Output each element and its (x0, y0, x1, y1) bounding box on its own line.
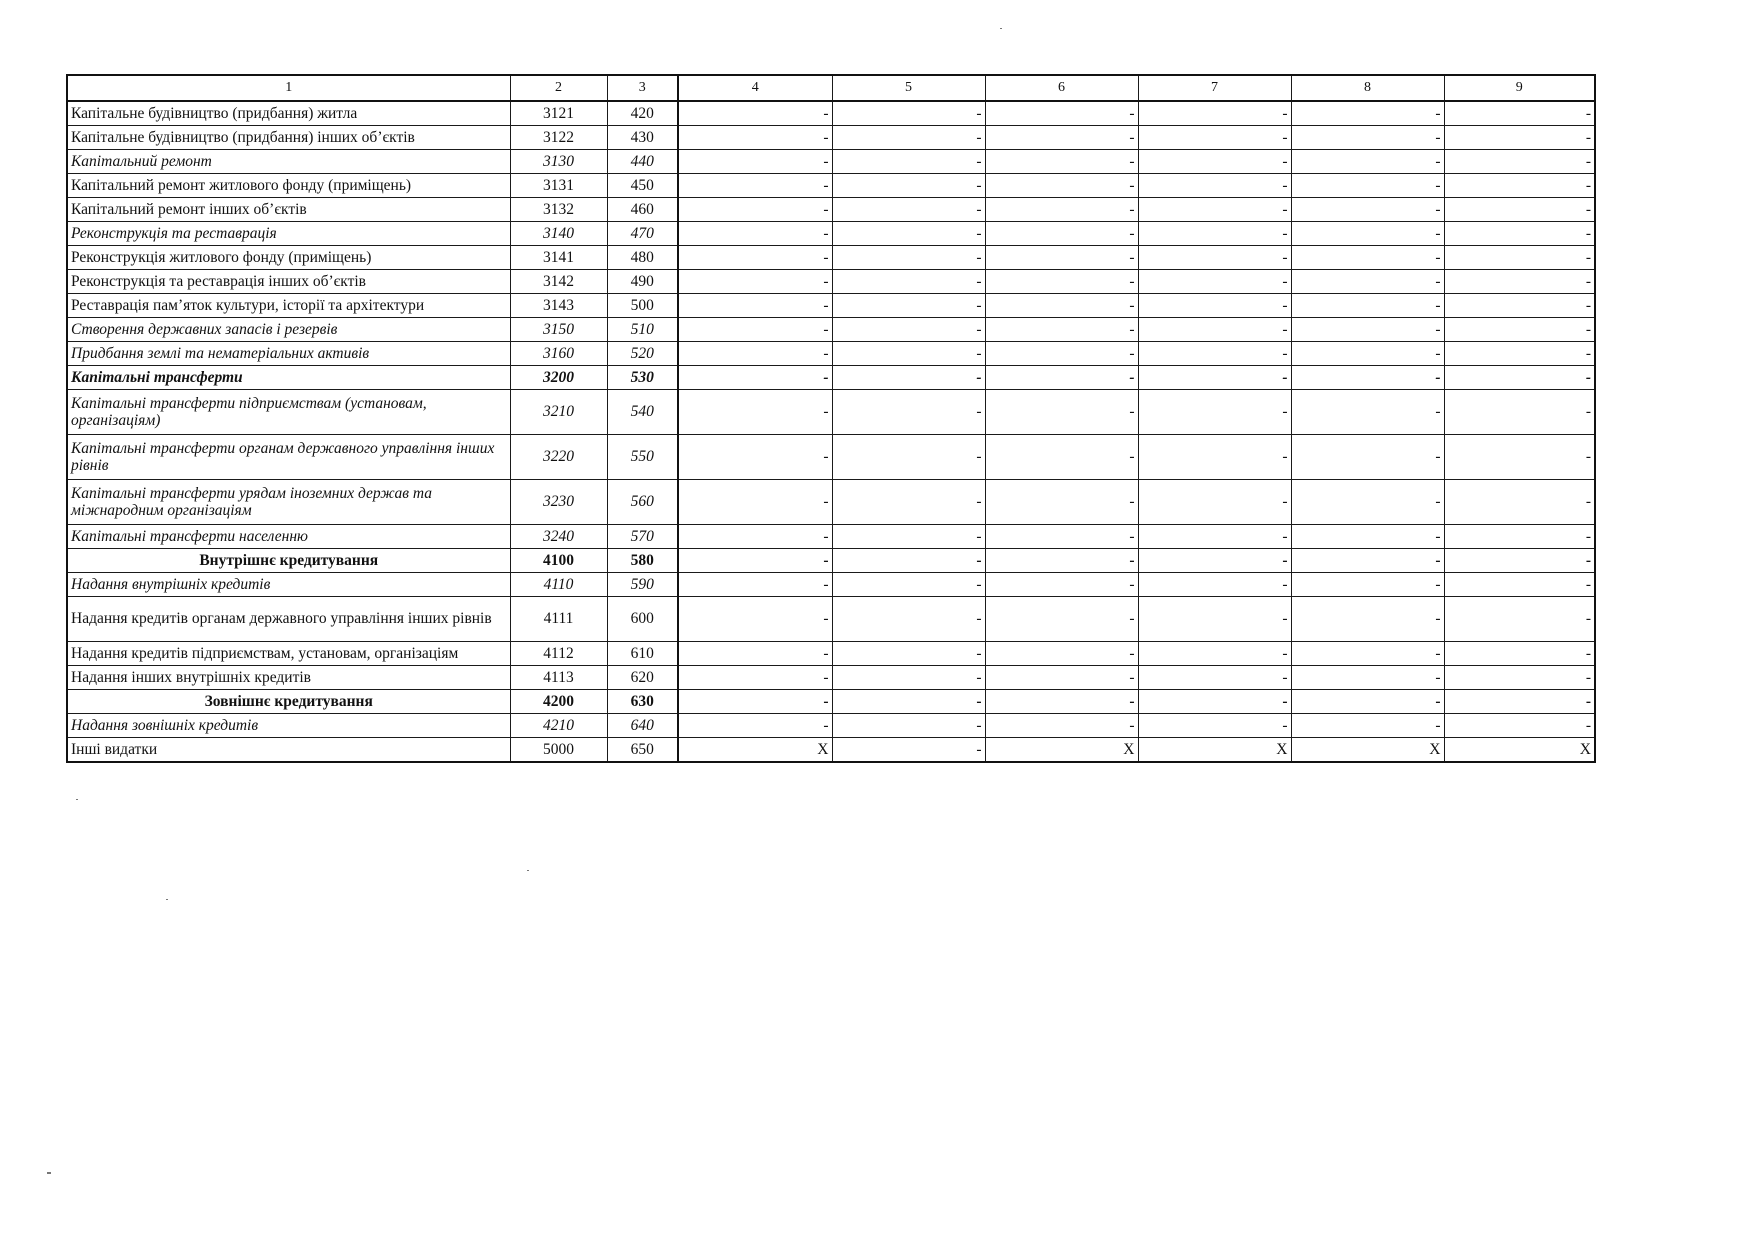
row-value-cell: - (1138, 126, 1291, 150)
row-value-cell: - (1444, 690, 1595, 714)
row-line-cell: 520 (607, 342, 678, 366)
row-code-cell: 3150 (510, 318, 607, 342)
row-value-cell: - (832, 549, 985, 573)
row-value-cell: - (1444, 270, 1595, 294)
row-value-cell: - (1291, 150, 1444, 174)
row-value-cell: - (1444, 435, 1595, 480)
row-value-cell: - (832, 390, 985, 435)
row-value-cell: - (678, 666, 832, 690)
row-value-cell: - (1444, 126, 1595, 150)
row-name-cell: Капітальні трансферти урядам іноземних держав та міжнародним організаціям (67, 480, 510, 525)
row-name-cell: Надання інших внутрішніх кредитів (67, 666, 510, 690)
row-name-cell: Інші видатки (67, 738, 510, 763)
row-value-cell: - (832, 222, 985, 246)
header-cell: 9 (1444, 75, 1595, 101)
row-line-cell: 570 (607, 525, 678, 549)
row-value-cell: - (985, 270, 1138, 294)
row-name-cell: Капітальні трансферти органам державного управління інших рівнів (67, 435, 510, 480)
row-code-cell: 3132 (510, 198, 607, 222)
row-value-cell: - (1444, 480, 1595, 525)
row-value-cell: - (1444, 549, 1595, 573)
row-value-cell: - (1444, 246, 1595, 270)
row-value-cell: - (1291, 480, 1444, 525)
row-value-cell: - (1444, 525, 1595, 549)
row-value-cell: - (1138, 270, 1291, 294)
row-value-cell: - (985, 714, 1138, 738)
row-value-cell: - (832, 150, 985, 174)
row-name-cell: Капітальні трансферти (67, 366, 510, 390)
row-value-cell: - (1291, 198, 1444, 222)
table-row (67, 549, 1595, 573)
row-value-cell: - (1291, 549, 1444, 573)
row-value-cell: - (678, 318, 832, 342)
row-code-cell: 5000 (510, 738, 607, 763)
scan-speck (1000, 28, 1002, 29)
row-value-cell: - (985, 150, 1138, 174)
expenditure-table (66, 74, 1596, 763)
row-line-cell: 460 (607, 198, 678, 222)
row-value-cell: - (678, 690, 832, 714)
row-value-cell: - (678, 573, 832, 597)
row-value-cell: - (1138, 642, 1291, 666)
table-row (67, 150, 1595, 174)
row-value-cell: - (678, 101, 832, 126)
table-row (67, 573, 1595, 597)
row-value-cell: - (1138, 198, 1291, 222)
row-value-cell: - (832, 342, 985, 366)
row-name-cell: Надання внутрішніх кредитів (67, 573, 510, 597)
row-code-cell: 4200 (510, 690, 607, 714)
row-value-cell: - (678, 222, 832, 246)
row-value-cell: - (1138, 573, 1291, 597)
row-value-cell: - (1291, 101, 1444, 126)
row-value-cell: - (1291, 390, 1444, 435)
row-value-cell: - (1291, 246, 1444, 270)
table-row (67, 480, 1595, 525)
row-value-cell: - (1444, 198, 1595, 222)
row-value-cell: - (678, 198, 832, 222)
row-name-cell: Капітальне будівництво (придбання) інших об’єктів (67, 126, 510, 150)
row-value-cell: - (1444, 174, 1595, 198)
row-value-cell: - (1138, 597, 1291, 642)
row-value-cell: - (985, 597, 1138, 642)
header-cell: 8 (1291, 75, 1444, 101)
row-value-cell: - (1138, 390, 1291, 435)
row-value-cell: - (832, 597, 985, 642)
row-value-cell: - (678, 714, 832, 738)
row-code-cell: 4113 (510, 666, 607, 690)
row-value-cell: - (832, 642, 985, 666)
table-row (67, 318, 1595, 342)
row-name-cell: Капітальні трансферти населенню (67, 525, 510, 549)
row-code-cell: 4210 (510, 714, 607, 738)
row-value-cell: - (1138, 294, 1291, 318)
scan-speck (47, 1172, 51, 1174)
row-value-cell: - (832, 366, 985, 390)
row-code-cell: 3130 (510, 150, 607, 174)
row-value-cell: - (832, 435, 985, 480)
row-value-cell: - (1444, 222, 1595, 246)
row-line-cell: 640 (607, 714, 678, 738)
row-code-cell: 3220 (510, 435, 607, 480)
row-value-cell: - (1138, 690, 1291, 714)
row-value-cell: - (1291, 690, 1444, 714)
row-value-cell: - (985, 246, 1138, 270)
row-code-cell: 3230 (510, 480, 607, 525)
row-value-cell: - (1138, 480, 1291, 525)
row-line-cell: 630 (607, 690, 678, 714)
row-value-cell: - (985, 390, 1138, 435)
row-value-cell: - (678, 525, 832, 549)
row-code-cell: 4111 (510, 597, 607, 642)
row-value-cell: - (1291, 525, 1444, 549)
row-code-cell: 3210 (510, 390, 607, 435)
row-value-cell: - (985, 573, 1138, 597)
row-code-cell: 4112 (510, 642, 607, 666)
table-row (67, 666, 1595, 690)
row-name-cell: Капітальний ремонт житлового фонду (приміщень) (67, 174, 510, 198)
row-value-cell: - (832, 294, 985, 318)
row-value-cell: X (1291, 738, 1444, 763)
row-line-cell: 470 (607, 222, 678, 246)
row-value-cell: - (985, 435, 1138, 480)
row-value-cell: - (985, 549, 1138, 573)
table-row (67, 366, 1595, 390)
row-line-cell: 510 (607, 318, 678, 342)
row-value-cell: - (1444, 390, 1595, 435)
row-value-cell: - (832, 101, 985, 126)
row-name-cell: Капітальне будівництво (придбання) житла (67, 101, 510, 126)
row-value-cell: - (678, 126, 832, 150)
row-value-cell: - (985, 666, 1138, 690)
row-value-cell: - (832, 126, 985, 150)
row-value-cell: - (678, 150, 832, 174)
row-value-cell: - (1444, 318, 1595, 342)
row-value-cell: - (832, 666, 985, 690)
row-value-cell: - (1138, 714, 1291, 738)
row-name-cell: Створення державних запасів і резервів (67, 318, 510, 342)
row-code-cell: 3122 (510, 126, 607, 150)
row-line-cell: 610 (607, 642, 678, 666)
table-row (67, 342, 1595, 366)
row-value-cell: - (1291, 126, 1444, 150)
row-value-cell: - (985, 198, 1138, 222)
row-value-cell: - (1291, 270, 1444, 294)
row-value-cell: - (985, 525, 1138, 549)
row-value-cell: - (1138, 222, 1291, 246)
row-name-cell: Внутрішнє кредитування (67, 549, 510, 573)
row-value-cell: - (1291, 714, 1444, 738)
row-code-cell: 3141 (510, 246, 607, 270)
table-row (67, 714, 1595, 738)
row-value-cell: - (1444, 642, 1595, 666)
row-value-cell: - (1291, 222, 1444, 246)
row-line-cell: 440 (607, 150, 678, 174)
header-cell: 2 (510, 75, 607, 101)
row-value-cell: - (1444, 573, 1595, 597)
row-value-cell: - (1444, 597, 1595, 642)
table-row (67, 222, 1595, 246)
row-value-cell: - (1444, 294, 1595, 318)
table-row (67, 294, 1595, 318)
row-value-cell: - (832, 480, 985, 525)
table-row (67, 642, 1595, 666)
row-value-cell: - (832, 525, 985, 549)
header-cell: 6 (985, 75, 1138, 101)
row-value-cell: - (1444, 150, 1595, 174)
row-value-cell: - (678, 270, 832, 294)
row-name-cell: Придбання землі та нематеріальних активів (67, 342, 510, 366)
row-value-cell: - (1291, 174, 1444, 198)
row-name-cell: Реконструкція житлового фонду (приміщень) (67, 246, 510, 270)
row-code-cell: 3240 (510, 525, 607, 549)
row-line-cell: 560 (607, 480, 678, 525)
row-value-cell: - (832, 174, 985, 198)
row-value-cell: - (678, 366, 832, 390)
table-row (67, 126, 1595, 150)
header-cell: 7 (1138, 75, 1291, 101)
row-value-cell: - (1138, 342, 1291, 366)
row-value-cell: - (1138, 246, 1291, 270)
row-value-cell: - (985, 642, 1138, 666)
row-value-cell: - (1444, 366, 1595, 390)
row-value-cell: - (1138, 549, 1291, 573)
row-value-cell: - (1291, 666, 1444, 690)
row-value-cell: X (1444, 738, 1595, 763)
row-value-cell: - (832, 573, 985, 597)
row-name-cell: Надання кредитів органам державного управління інших рівнів (67, 597, 510, 642)
row-code-cell: 3160 (510, 342, 607, 366)
row-code-cell: 4110 (510, 573, 607, 597)
row-value-cell: - (832, 738, 985, 763)
row-line-cell: 600 (607, 597, 678, 642)
row-value-cell: - (985, 342, 1138, 366)
row-value-cell: - (1291, 318, 1444, 342)
row-value-cell: - (678, 435, 832, 480)
row-value-cell: - (1138, 101, 1291, 126)
row-value-cell: - (1444, 342, 1595, 366)
row-value-cell: - (832, 270, 985, 294)
row-name-cell: Реконструкція та реставрація (67, 222, 510, 246)
row-value-cell: - (1291, 342, 1444, 366)
row-value-cell: - (1444, 101, 1595, 126)
row-value-cell: - (1291, 573, 1444, 597)
report-sheet (66, 74, 1594, 763)
row-name-cell: Зовнішнє кредитування (67, 690, 510, 714)
row-value-cell: - (985, 174, 1138, 198)
row-value-cell: - (1138, 435, 1291, 480)
row-code-cell: 3140 (510, 222, 607, 246)
row-value-cell: - (678, 390, 832, 435)
row-name-cell: Надання зовнішніх кредитів (67, 714, 510, 738)
row-line-cell: 540 (607, 390, 678, 435)
row-value-cell: - (1138, 318, 1291, 342)
row-code-cell: 3200 (510, 366, 607, 390)
row-value-cell: - (678, 642, 832, 666)
row-name-cell: Надання кредитів підприємствам, установам, організаціям (67, 642, 510, 666)
table-row (67, 738, 1595, 763)
row-value-cell: X (985, 738, 1138, 763)
header-row (67, 75, 1595, 101)
row-line-cell: 430 (607, 126, 678, 150)
row-line-cell: 550 (607, 435, 678, 480)
row-line-cell: 490 (607, 270, 678, 294)
row-value-cell: - (1444, 714, 1595, 738)
row-value-cell: - (1138, 666, 1291, 690)
row-value-cell: - (985, 318, 1138, 342)
row-line-cell: 450 (607, 174, 678, 198)
row-line-cell: 590 (607, 573, 678, 597)
row-value-cell: - (985, 294, 1138, 318)
header-cell: 3 (607, 75, 678, 101)
row-value-cell: - (985, 366, 1138, 390)
table-row (67, 198, 1595, 222)
row-value-cell: - (832, 246, 985, 270)
row-value-cell: X (678, 738, 832, 763)
row-value-cell: - (985, 480, 1138, 525)
row-line-cell: 530 (607, 366, 678, 390)
row-line-cell: 500 (607, 294, 678, 318)
row-line-cell: 620 (607, 666, 678, 690)
row-line-cell: 580 (607, 549, 678, 573)
table-row (67, 270, 1595, 294)
row-value-cell: - (1291, 597, 1444, 642)
table-row (67, 174, 1595, 198)
row-code-cell: 3142 (510, 270, 607, 294)
row-value-cell: - (985, 222, 1138, 246)
table-row (67, 246, 1595, 270)
row-value-cell: - (985, 126, 1138, 150)
header-cell: 4 (678, 75, 832, 101)
table-row (67, 525, 1595, 549)
row-value-cell: - (1291, 366, 1444, 390)
row-value-cell: - (1138, 174, 1291, 198)
row-value-cell: - (832, 198, 985, 222)
row-value-cell: - (678, 246, 832, 270)
scan-speck (527, 870, 529, 871)
row-name-cell: Реконструкція та реставрація інших об’єктів (67, 270, 510, 294)
row-line-cell: 650 (607, 738, 678, 763)
row-value-cell: - (1138, 150, 1291, 174)
row-value-cell: - (1138, 525, 1291, 549)
row-value-cell: - (832, 690, 985, 714)
row-value-cell: - (1291, 294, 1444, 318)
row-code-cell: 3131 (510, 174, 607, 198)
row-name-cell: Капітальний ремонт інших об’єктів (67, 198, 510, 222)
row-code-cell: 3121 (510, 101, 607, 126)
row-value-cell: - (678, 549, 832, 573)
table-row (67, 101, 1595, 126)
row-value-cell: - (678, 174, 832, 198)
row-value-cell: X (1138, 738, 1291, 763)
table-row (67, 390, 1595, 435)
row-value-cell: - (1291, 642, 1444, 666)
row-value-cell: - (985, 690, 1138, 714)
row-line-cell: 420 (607, 101, 678, 126)
row-value-cell: - (832, 318, 985, 342)
row-value-cell: - (678, 480, 832, 525)
row-name-cell: Реставрація пам’яток культури, історії та архітектури (67, 294, 510, 318)
row-code-cell: 4100 (510, 549, 607, 573)
row-name-cell: Капітальні трансферти підприємствам (установам, організаціям) (67, 390, 510, 435)
row-value-cell: - (1138, 366, 1291, 390)
table-row (67, 435, 1595, 480)
row-value-cell: - (678, 342, 832, 366)
scan-speck (166, 899, 168, 900)
row-value-cell: - (1291, 435, 1444, 480)
row-name-cell: Капітальний ремонт (67, 150, 510, 174)
header-cell: 1 (67, 75, 510, 101)
row-value-cell: - (678, 294, 832, 318)
row-value-cell: - (985, 101, 1138, 126)
table-row (67, 690, 1595, 714)
row-line-cell: 480 (607, 246, 678, 270)
scan-speck (76, 799, 78, 800)
table-row (67, 597, 1595, 642)
row-code-cell: 3143 (510, 294, 607, 318)
header-cell: 5 (832, 75, 985, 101)
row-value-cell: - (832, 714, 985, 738)
row-value-cell: - (678, 597, 832, 642)
row-value-cell: - (1444, 666, 1595, 690)
